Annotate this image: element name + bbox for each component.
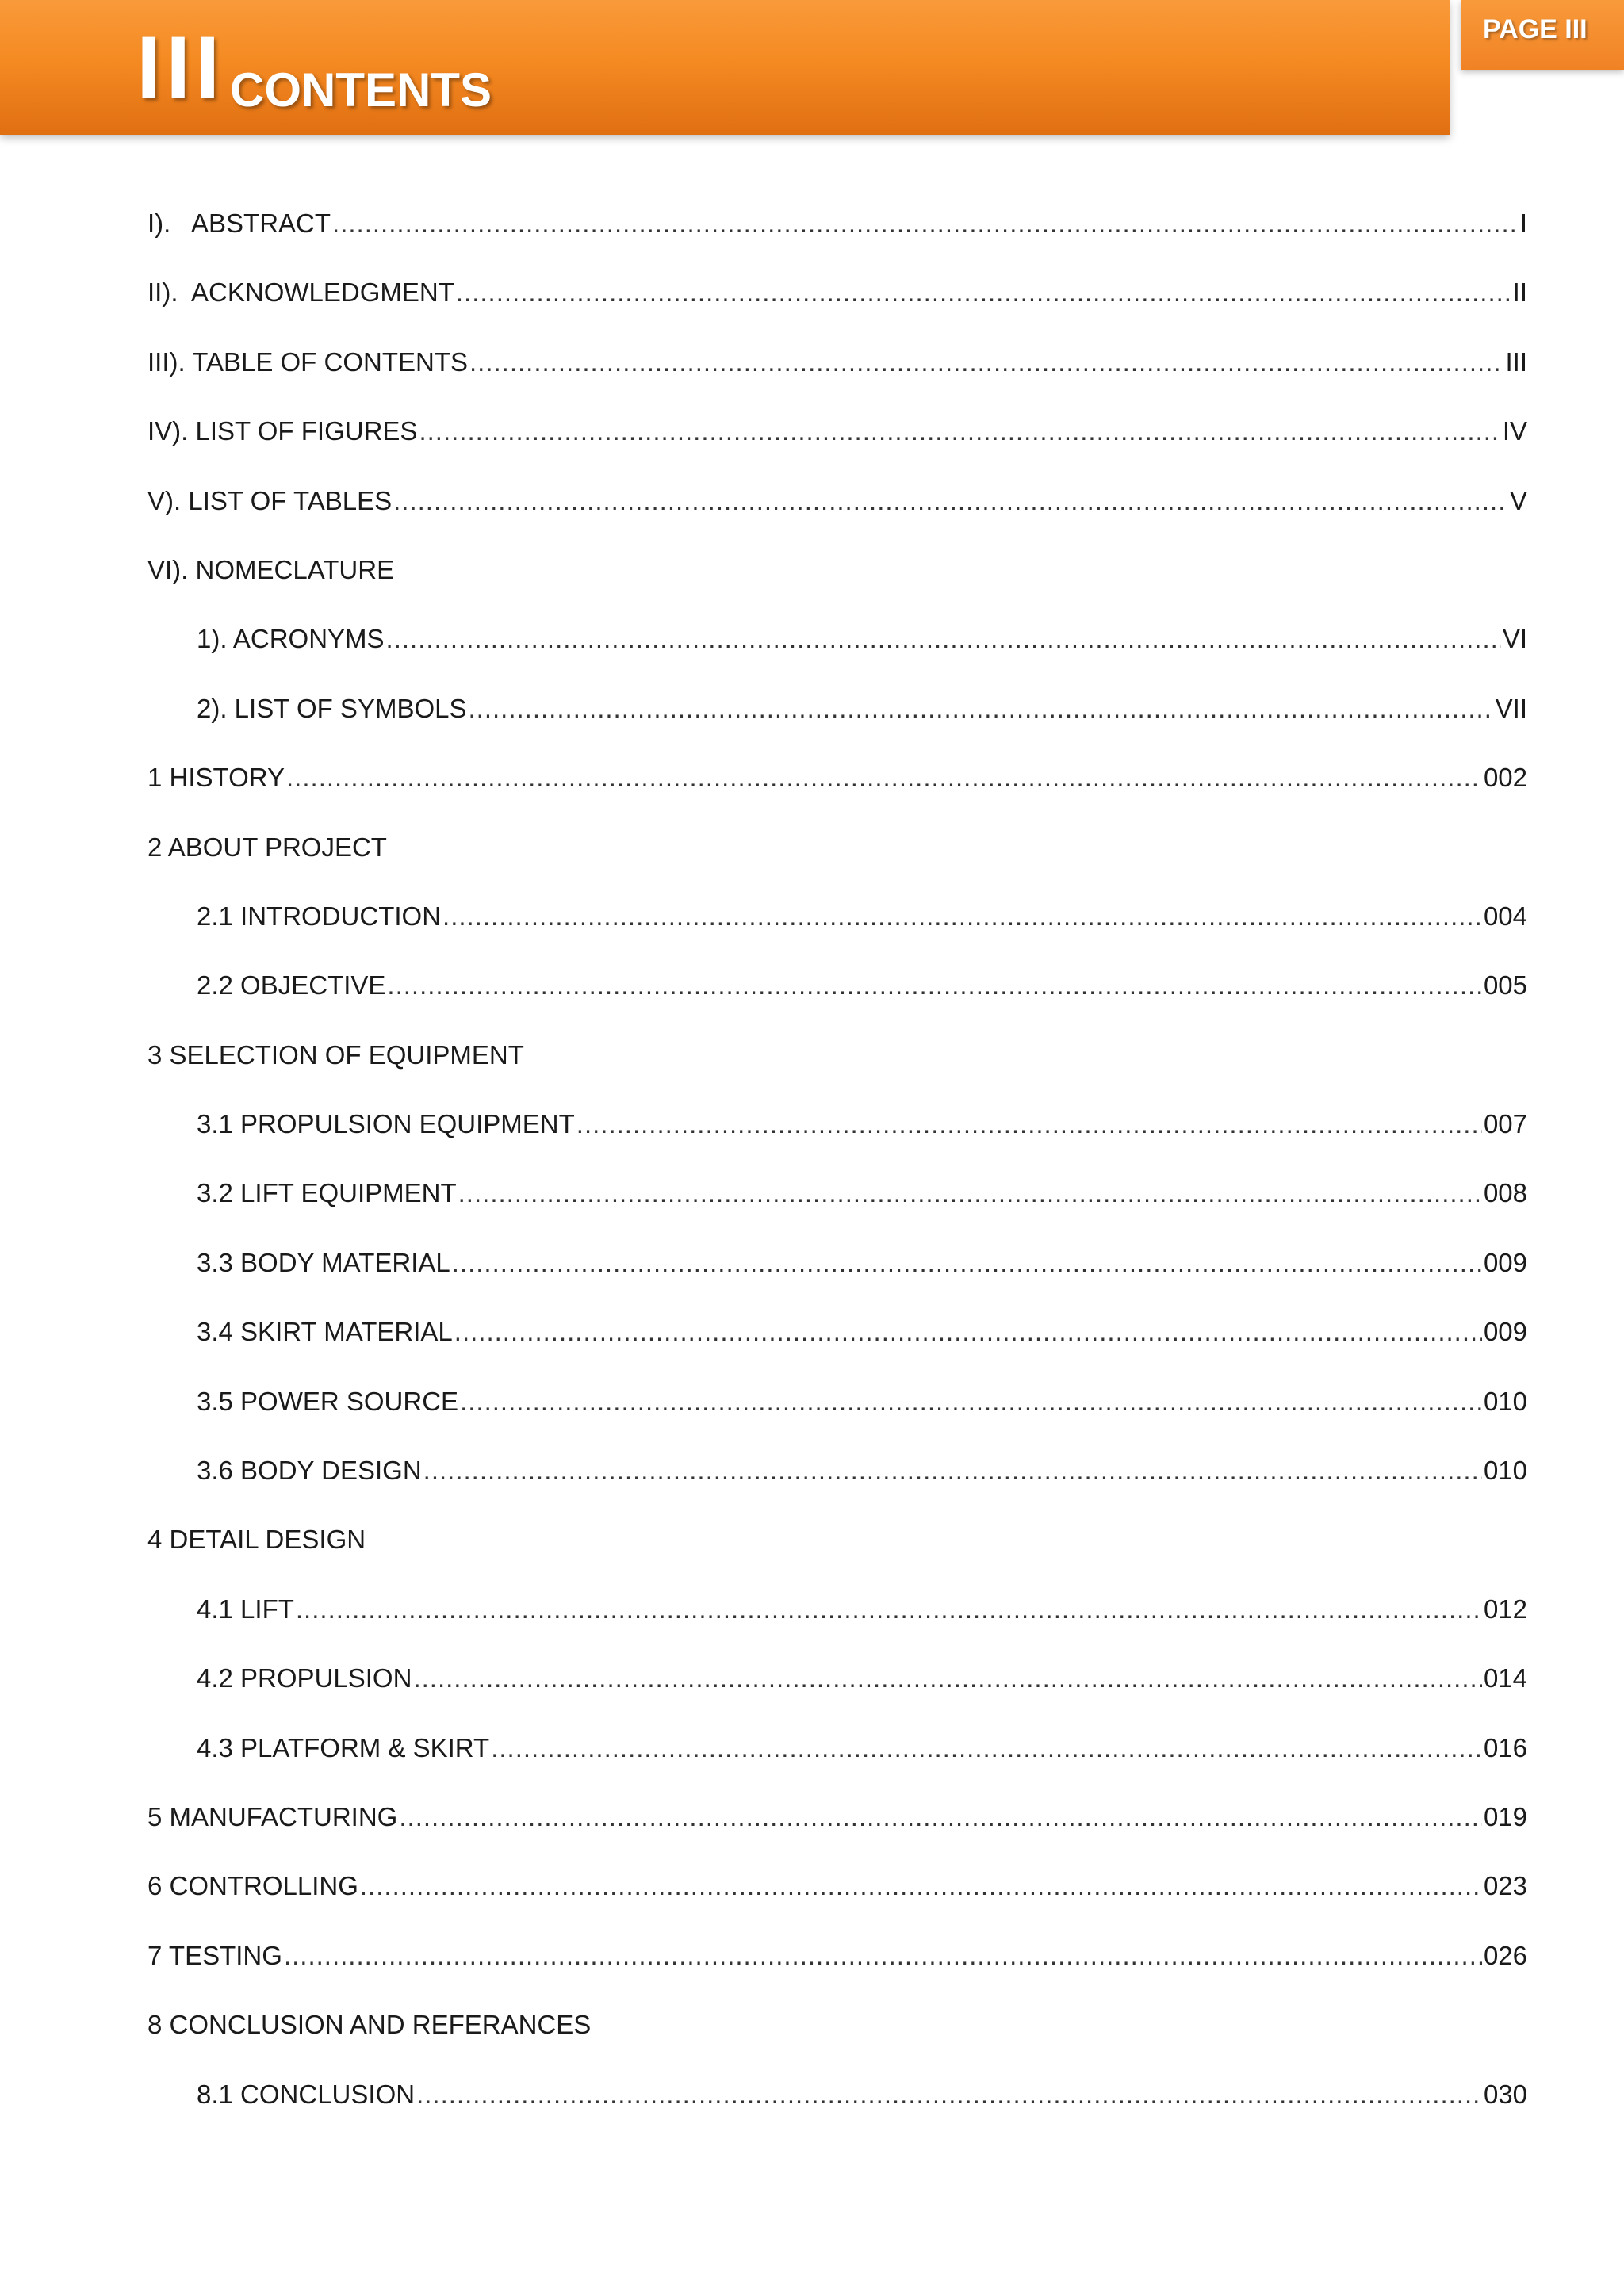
toc-entry-page: VII bbox=[1495, 693, 1527, 723]
toc-entry-label: 4.1 LIFT bbox=[197, 1594, 294, 1624]
toc-entry-page: 007 bbox=[1483, 1109, 1527, 1139]
toc-entry-label: 2.1 INTRODUCTION bbox=[197, 901, 442, 931]
chapter-numeral: III bbox=[136, 18, 225, 117]
toc-dot-leader bbox=[296, 1586, 1482, 1633]
toc-entry[interactable] bbox=[147, 1862, 1527, 1931]
toc-dot-leader bbox=[386, 615, 1501, 663]
toc-entry-label: I). ABSTRACT bbox=[147, 209, 331, 238]
page-title: CONTENTS bbox=[230, 63, 492, 117]
toc-entry[interactable] bbox=[147, 1793, 1527, 1862]
toc-entry-page: 030 bbox=[1483, 2079, 1527, 2109]
toc-entry-label: 3.4 SKIRT MATERIAL bbox=[197, 1317, 453, 1347]
toc-dot-leader bbox=[387, 962, 1482, 1009]
toc-dot-leader bbox=[454, 1308, 1482, 1356]
toc-entry-label: V). LIST OF TABLES bbox=[147, 485, 393, 515]
toc-entry-label: 3.6 BODY DESIGN bbox=[197, 1456, 422, 1486]
toc-entry[interactable] bbox=[147, 1516, 1527, 1585]
toc-entry-label: 2.2 OBJECTIVE bbox=[197, 970, 386, 1001]
toc-entry-page: VI bbox=[1502, 624, 1527, 654]
toc-entry[interactable] bbox=[147, 1031, 1527, 1100]
toc-entry-label: 7 TESTING bbox=[147, 1940, 282, 1970]
toc-entry[interactable] bbox=[147, 546, 1527, 615]
toc-entry-page: 014 bbox=[1483, 1663, 1527, 1693]
toc-entry-page: 008 bbox=[1483, 1178, 1527, 1208]
toc-entry-label: 4 DETAIL DESIGN bbox=[147, 1525, 366, 1555]
toc-entry[interactable] bbox=[147, 477, 1527, 546]
toc-dot-leader bbox=[576, 1100, 1482, 1148]
toc-dot-leader bbox=[286, 754, 1482, 802]
toc-dot-leader bbox=[442, 893, 1482, 940]
toc-entry[interactable] bbox=[147, 1724, 1527, 1793]
toc-entry-page: 026 bbox=[1483, 1940, 1527, 1970]
toc-entry-page: IV bbox=[1502, 416, 1527, 446]
table-of-contents bbox=[147, 200, 1527, 2140]
toc-entry[interactable] bbox=[147, 824, 1527, 893]
toc-dot-leader bbox=[469, 339, 1503, 386]
toc-entry-page: 010 bbox=[1483, 1386, 1527, 1416]
toc-entry[interactable] bbox=[147, 1100, 1527, 1169]
toc-dot-leader bbox=[413, 1655, 1482, 1702]
toc-entry-page: V bbox=[1509, 485, 1527, 515]
toc-entry-label: 3.3 BODY MATERIAL bbox=[197, 1247, 450, 1277]
toc-entry[interactable] bbox=[147, 408, 1527, 476]
toc-entry[interactable] bbox=[147, 1378, 1527, 1447]
toc-entry-label: 2 ABOUT PROJECT bbox=[147, 832, 387, 862]
toc-entry-page: I bbox=[1519, 209, 1527, 238]
toc-dot-leader bbox=[360, 1862, 1482, 1910]
toc-entry-page: II bbox=[1512, 277, 1527, 308]
toc-entry[interactable] bbox=[147, 1655, 1527, 1724]
toc-entry-page: 016 bbox=[1483, 1732, 1527, 1762]
toc-entry[interactable] bbox=[147, 2001, 1527, 2070]
toc-entry-label: 6 CONTROLLING bbox=[147, 1871, 358, 1901]
toc-entry[interactable] bbox=[147, 2071, 1527, 2140]
toc-dot-leader bbox=[469, 685, 1494, 733]
toc-entry[interactable] bbox=[147, 754, 1527, 823]
toc-entry-page: 005 bbox=[1483, 970, 1527, 1001]
toc-entry-page: 004 bbox=[1483, 901, 1527, 931]
toc-entry-label: 4.3 PLATFORM & SKIRT bbox=[197, 1732, 490, 1762]
toc-entry-label: VI). NOMECLATURE bbox=[147, 554, 395, 584]
toc-dot-leader bbox=[419, 408, 1500, 455]
toc-entry-page: 009 bbox=[1483, 1317, 1527, 1347]
toc-entry-label: 3 SELECTION OF EQUIPMENT bbox=[147, 1039, 524, 1070]
toc-entry[interactable] bbox=[147, 339, 1527, 408]
toc-entry-page: III bbox=[1505, 346, 1527, 377]
toc-entry-page: 002 bbox=[1483, 763, 1527, 793]
toc-entry-label: 1). ACRONYMS bbox=[197, 624, 385, 654]
toc-entry-label: 3.5 POWER SOURCE bbox=[197, 1386, 459, 1416]
toc-entry-label: 8 CONCLUSION AND REFERANCES bbox=[147, 2010, 592, 2040]
toc-dot-leader bbox=[332, 200, 1519, 247]
toc-dot-leader bbox=[423, 1447, 1482, 1494]
toc-entry[interactable] bbox=[147, 1932, 1527, 2001]
toc-entry-label: III). TABLE OF CONTENTS bbox=[147, 346, 468, 377]
toc-entry[interactable] bbox=[147, 893, 1527, 962]
toc-entry-label: IV). LIST OF FIGURES bbox=[147, 416, 418, 446]
toc-entry-label: 3.1 PROPULSION EQUIPMENT bbox=[197, 1109, 575, 1139]
toc-entry-label: 2). LIST OF SYMBOLS bbox=[197, 693, 467, 723]
header-banner bbox=[0, 0, 1450, 135]
toc-entry-label: II). ACKNOWLEDGMENT bbox=[147, 277, 454, 308]
toc-entry[interactable] bbox=[147, 962, 1527, 1031]
toc-dot-leader bbox=[393, 477, 1508, 525]
toc-entry-page: 019 bbox=[1483, 1801, 1527, 1831]
toc-entry-label: 8.1 CONCLUSION bbox=[197, 2079, 416, 2109]
toc-entry[interactable] bbox=[147, 200, 1527, 269]
toc-entry[interactable] bbox=[147, 615, 1527, 684]
toc-entry[interactable] bbox=[147, 1308, 1527, 1377]
toc-entry-page: 009 bbox=[1483, 1247, 1527, 1277]
page-number-tag bbox=[1461, 0, 1624, 70]
toc-entry[interactable] bbox=[147, 269, 1527, 338]
toc-dot-leader bbox=[284, 1932, 1482, 1980]
toc-dot-leader bbox=[416, 2071, 1482, 2118]
toc-entry-page: 010 bbox=[1483, 1456, 1527, 1486]
toc-entry-label: 1 HISTORY bbox=[147, 763, 285, 793]
toc-dot-leader bbox=[452, 1239, 1482, 1287]
toc-dot-leader bbox=[399, 1793, 1482, 1841]
toc-entry[interactable] bbox=[147, 1586, 1527, 1655]
toc-dot-leader bbox=[458, 1169, 1482, 1217]
toc-dot-leader bbox=[460, 1378, 1482, 1425]
toc-entry[interactable] bbox=[147, 685, 1527, 754]
toc-entry-page: 012 bbox=[1483, 1594, 1527, 1624]
toc-entry[interactable] bbox=[147, 1169, 1527, 1238]
toc-entry-label: 4.2 PROPULSION bbox=[197, 1663, 412, 1693]
page-number-label: PAGE III bbox=[1483, 14, 1588, 44]
toc-entry[interactable] bbox=[147, 1239, 1527, 1308]
toc-dot-leader bbox=[456, 269, 1511, 316]
toc-entry-label: 5 MANUFACTURING bbox=[147, 1801, 398, 1831]
toc-dot-leader bbox=[491, 1724, 1482, 1772]
toc-entry-label: 3.2 LIFT EQUIPMENT bbox=[197, 1178, 457, 1208]
toc-entry[interactable] bbox=[147, 1447, 1527, 1516]
toc-entry-page: 023 bbox=[1483, 1871, 1527, 1901]
